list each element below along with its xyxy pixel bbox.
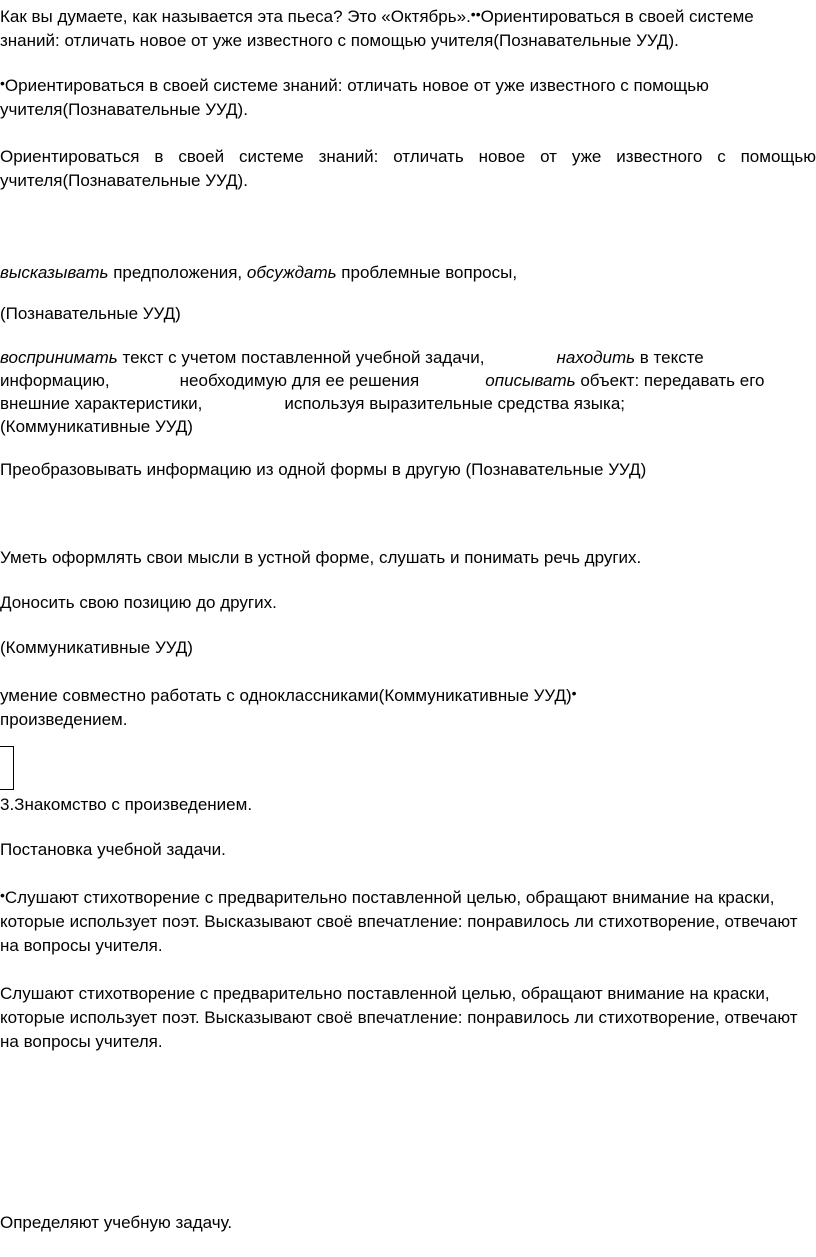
paragraph-position: Доносить свою позицию до других. bbox=[0, 593, 277, 612]
bullet-icon: • bbox=[0, 75, 5, 91]
paragraph-transform: Преобразовывать информацию из одной формы в другую (Познавательные УУД) bbox=[0, 460, 647, 479]
paragraph-define-task: Определяют учебную задачу. bbox=[0, 1213, 233, 1232]
bullet-icon: • bbox=[571, 685, 577, 701]
paragraph-perceive: воспринимать текст с учетом поставленной учебной задачи, находить в тексте информацию, необходимую для ее решения описывать объект: передавать его внешние характеристики, используя выразительные средства языка; (Коммуникативные УУД) bbox=[0, 348, 765, 436]
paragraph-cognitive-2: Ориентироваться в своей системе знаний: отличать новое от уже известного с помощью учителя(Познавательные УУД). bbox=[0, 147, 816, 190]
paragraph-hypotheses: высказывать предположения, обсуждать проблемные вопросы, bbox=[0, 263, 518, 282]
paragraph-listen-2: Слушают стихотворение с предварительно поставленной целью, обращают внимание на краски, которые использует поэт. Высказывают своё впечатление: понравилось ли стихотворение, отвечают на вопросы учителя. bbox=[0, 984, 798, 1051]
paragraph-intro bbox=[0, 2, 800, 53]
italic-verb: высказывать bbox=[0, 263, 109, 282]
paragraph-cognitive-1 bbox=[0, 71, 800, 122]
paragraph-collaborate: умение совместно работать с одноклассниками(Коммуникативные УУД)• произведением. bbox=[0, 685, 577, 729]
frame-box bbox=[0, 746, 14, 790]
paragraph-cognitive-label: (Познавательные УУД) bbox=[0, 304, 181, 323]
paragraph-text: Ориентироваться в своей системе знаний: отличать новое от уже известного с помощью учителя(Познавательные УУД). bbox=[0, 76, 709, 119]
italic-verb: описывать bbox=[485, 371, 576, 390]
bullet-icon: •• bbox=[470, 6, 481, 22]
section-heading: 3.Знакомство с произведением. bbox=[0, 795, 253, 814]
italic-verb: обсуждать bbox=[246, 263, 337, 282]
paragraph-task-setting: Постановка учебной задачи. bbox=[0, 840, 226, 859]
italic-verb: воспринимать bbox=[0, 348, 118, 367]
paragraph-communicative-label: (Коммуникативные УУД) bbox=[0, 638, 193, 657]
intro-question: Как вы думаете, как называется эта пьеса? Это «Октябрь». bbox=[0, 7, 471, 26]
paragraph-listen-1 bbox=[0, 883, 800, 958]
intro-goal: Ориентироваться в своей системе знаний: отличать новое от уже известного с помощью учителя(Познавательные УУД). bbox=[0, 7, 754, 50]
paragraph-text: Слушают стихотворение с предварительно поставленной целью, обращают внимание на краски, которые использует поэт. Высказывают своё впечатление: понравилось ли стихотворение, отвечают на вопросы учителя. bbox=[0, 888, 798, 955]
italic-verb: находить bbox=[556, 348, 636, 367]
bullet-icon: • bbox=[0, 887, 5, 903]
paragraph-express: Уметь оформлять свои мысли в устной форме, слушать и понимать речь других. bbox=[0, 548, 642, 567]
